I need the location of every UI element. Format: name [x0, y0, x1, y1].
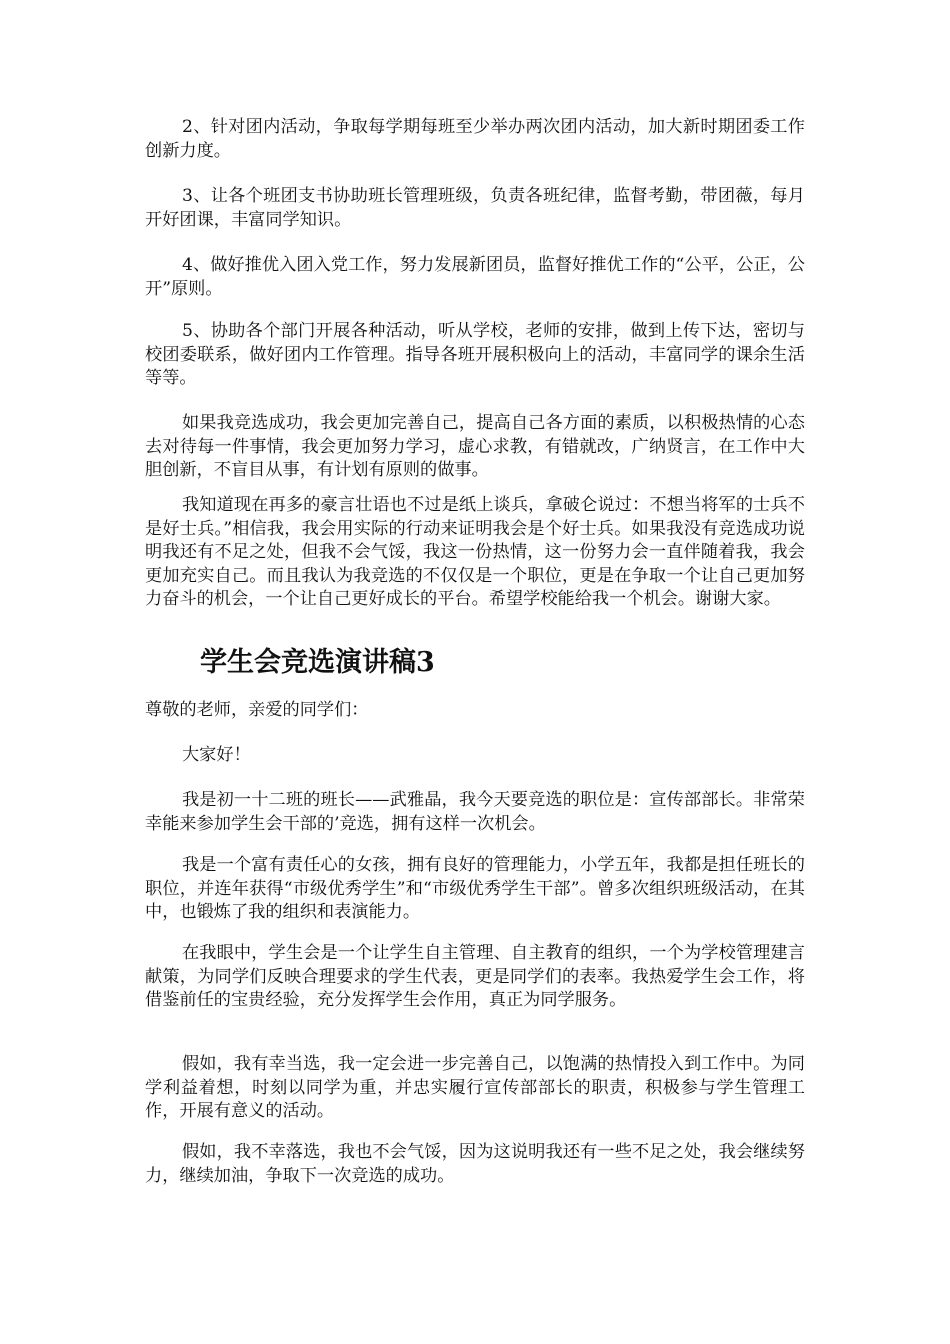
paragraph-text: 假如，我有幸当选，我一定会进一步完善自己，以饱满的热情投入到工作中。为同学利益着想，时刻以同学为重，并忠实履行宣传部部长的职责，积极参与学生管理工作，开展有意义的活动。: [145, 1054, 805, 1121]
paragraph-item-3: [145, 185, 805, 232]
paragraph-text: 大家好！: [181, 745, 251, 765]
paragraph-if-win: [145, 1053, 805, 1124]
paragraph-item-5: [145, 320, 805, 391]
section-heading: 学生会竞选演讲稿3: [200, 647, 435, 678]
paragraph-closing: [145, 494, 805, 612]
paragraph-experience: [145, 854, 805, 925]
paragraph-text: 我是一个富有责任心的女孩，拥有良好的管理能力，小学五年，我都是担任班长的职位，并连年获得“市级优秀学生”和“市级优秀学生干部”。曾多次组织班级活动，在其中，也锻炼了我的组织和表演能力。: [145, 855, 805, 922]
paragraph-text: 假如，我不幸落选，我也不会气馁，因为这说明我还有一些不足之处，我会继续努力，继续加油，争取下一次竞选的成功。: [145, 1142, 805, 1186]
paragraph-text: 3、让各个班团支书协助班长管理班级，负责各班纪律，监督考勤，带团薇，每月开好团课，丰富同学知识。: [145, 186, 805, 230]
paragraph-if-elected: [145, 412, 805, 483]
paragraph-text: 我是初一十二班的班长——武雅晶，我今天要竞选的职位是：宣传部部长。非常荣幸能来参加学生会干部的’竞选，拥有这样一次机会。: [145, 790, 805, 834]
paragraph-text: 5、协助各个部门开展各种活动，听从学校，老师的安排，做到上传下达，密切与校团委联系，做好团内工作管理。指导各班开展积极向上的活动，丰富同学的课余生活等等。: [145, 321, 805, 388]
paragraph-student-union: [145, 942, 805, 1013]
paragraph-introduction: [145, 789, 805, 836]
paragraph-text: 我知道现在再多的豪言壮语也不过是纸上谈兵，拿破仑说过：不想当将军的士兵不是好士兵。”相信我，我会用实际的行动来证明我会是个好士兵。如果我没有竞选成功说明我还有不足之处，但我不会气馁，我这一份热情，这一份努力会一直伴随着我，我会更加充实自己。而且我认为我竞选的不仅仅是一个职位，更是在争取一个让自己更加努力奋斗的机会，一个让自己更好成长的平台。希望学校能给我一个机会。谢谢大家。: [145, 495, 805, 609]
salutation: [145, 699, 805, 723]
paragraph-text: 如果我竞选成功，我会更加完善自己，提高自己各方面的素质，以积极热情的心态去对待每一件事情，我会更加努力学习，虚心求教，有错就改，广纳贤言，在工作中大胆创新，不盲目从事，有计划有原则的做事。: [145, 413, 805, 480]
paragraph-item-4: [145, 254, 805, 301]
paragraph-text: 4、做好推优入团入党工作，努力发展新团员，监督好推优工作的“公平，公正，公开”原则。: [145, 255, 805, 299]
paragraph-text: 在我眼中，学生会是一个让学生自主管理、自主教育的组织，一个为学校管理建言献策，为同学们反映合理要求的学生代表，更是同学们的表率。我热爱学生会工作，将借鉴前任的宝贵经验，充分发挥学生会作用，真正为同学服务。: [145, 943, 805, 1010]
paragraph-greeting: [145, 744, 805, 768]
paragraph-if-lose: [145, 1141, 805, 1188]
paragraph-item-2: [145, 116, 805, 163]
salutation-text: 尊敬的老师，亲爱的同学们：: [145, 700, 369, 720]
paragraph-text: 2、针对团内活动，争取每学期每班至少举办两次团内活动，加大新时期团委工作创新力度。: [145, 117, 805, 161]
